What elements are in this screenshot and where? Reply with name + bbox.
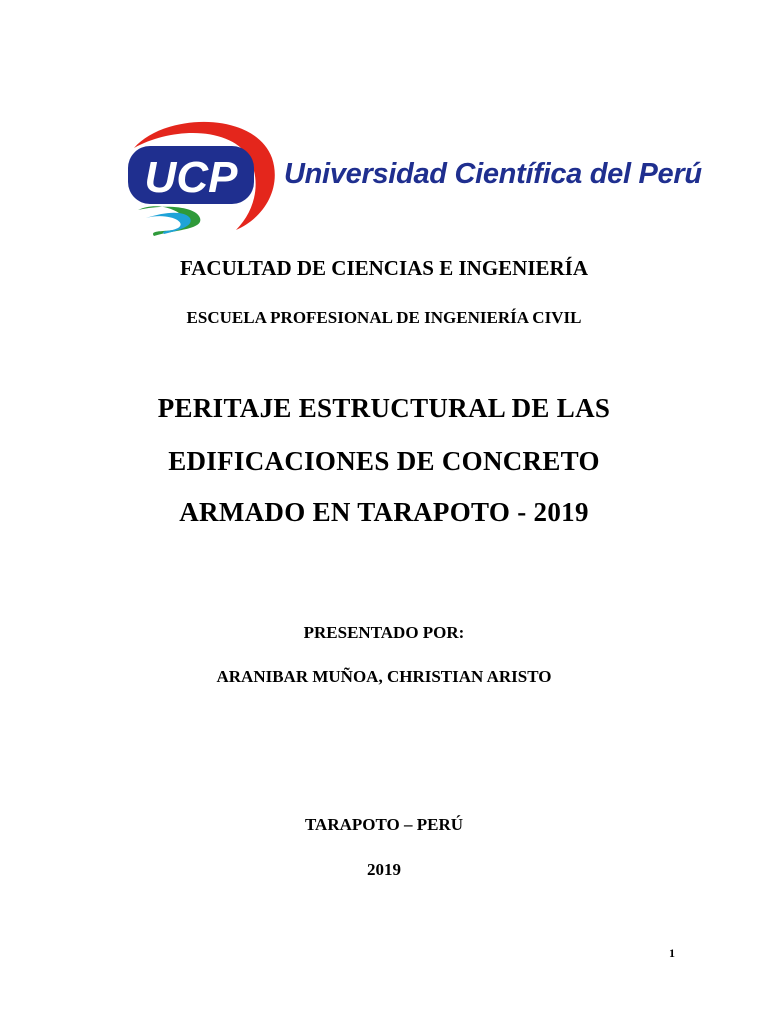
- author-name: ARANIBAR MUÑOA, CHRISTIAN ARISTO: [216, 667, 552, 686]
- ucp-emblem-icon: [124, 118, 284, 238]
- document-title-line: ARMADO EN TARAPOTO - 2019: [179, 497, 589, 527]
- document-title-line: EDIFICACIONES DE CONCRETO: [168, 446, 600, 476]
- document-title-line: PERITAJE ESTRUCTURAL DE LAS: [157, 393, 611, 423]
- university-logo: [124, 118, 702, 238]
- logo-acronym: UCP: [144, 153, 238, 202]
- presented-by-label: PRESENTADO POR:: [303, 623, 465, 642]
- page-number: 1: [669, 946, 675, 960]
- faculty-name: FACULTAD DE CIENCIAS E INGENIERÍA: [179, 256, 589, 280]
- place: TARAPOTO – PERÚ: [304, 815, 464, 834]
- logo-wordmark: Universidad Científica del Perú: [284, 158, 702, 190]
- school-name: ESCUELA PROFESIONAL DE INGENIERÍA CIVIL: [186, 308, 582, 327]
- year: 2019: [367, 860, 401, 879]
